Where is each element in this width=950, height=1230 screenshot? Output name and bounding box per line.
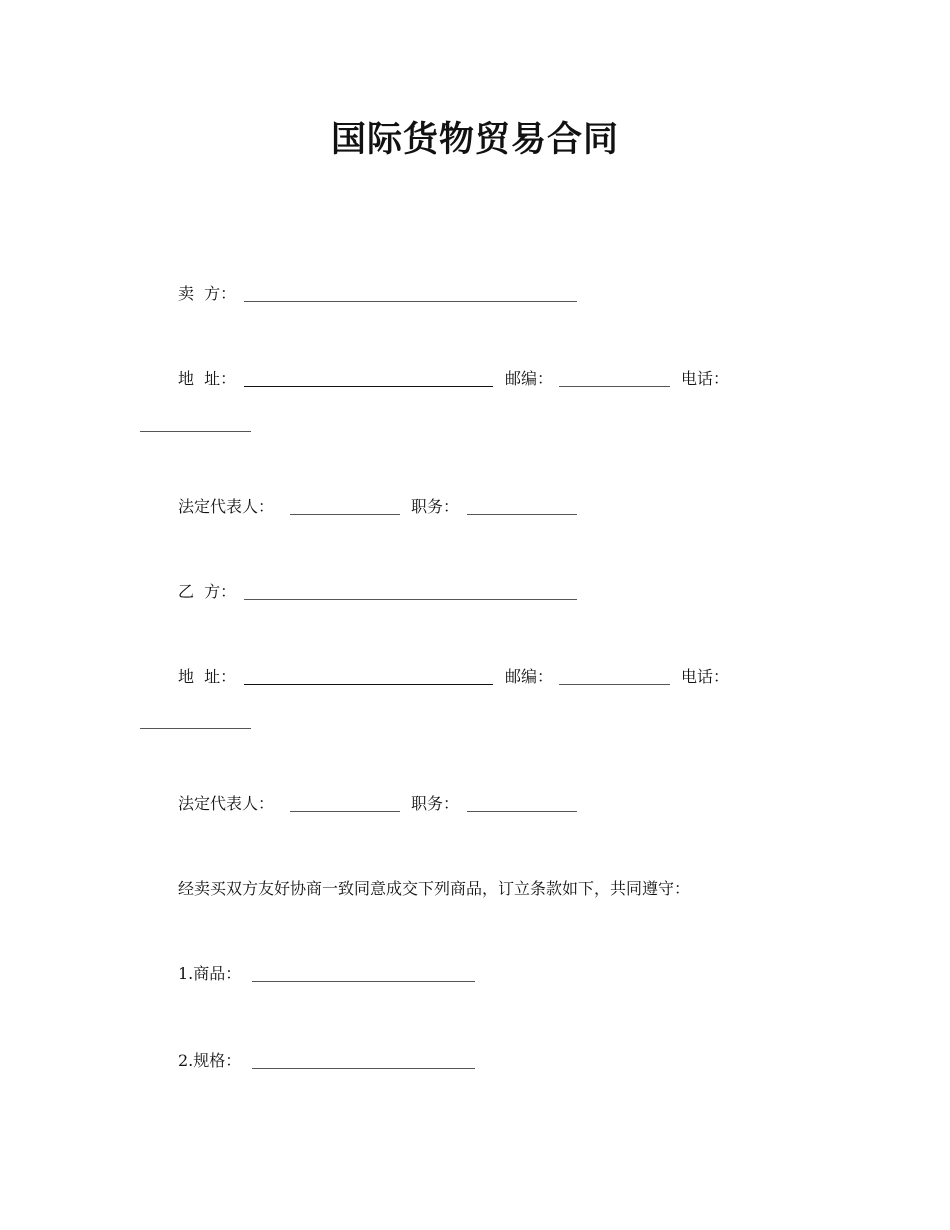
seller-address-label: 地 址： [178,369,237,388]
seller-rep-field[interactable] [290,514,400,515]
goods-field[interactable] [252,981,475,982]
buyer-position-label: 职务： [411,794,460,813]
clause-label-spec: 2.规格： [178,1051,242,1070]
seller-name-field[interactable] [244,301,577,302]
spec-field[interactable] [252,1068,475,1069]
buyer-phone-label: 电话： [681,667,730,686]
buyer-address-label: 地 址： [178,667,237,686]
seller-phone-label: 电话： [681,369,730,388]
seller-label: 卖 方： [178,284,237,303]
seller-postcode-field[interactable] [559,386,670,387]
buyer-postcode-label: 邮编： [505,667,554,686]
buyer-rep-label: 法定代表人： [178,794,275,813]
buyer-postcode-field[interactable] [559,684,670,685]
seller-position-label: 职务： [411,497,460,516]
intro-text: 经卖买双方友好协商一致同意成交下列商品，订立条款如下，共同遵守： [178,879,691,898]
buyer-rep-field[interactable] [290,811,400,812]
buyer-position-field[interactable] [467,811,577,812]
seller-rep-label: 法定代表人： [178,497,275,516]
seller-postcode-label: 邮编： [505,369,554,388]
buyer-label: 乙 方： [178,582,237,601]
seller-position-field[interactable] [467,514,577,515]
buyer-address-field[interactable] [244,684,493,685]
seller-address-field[interactable] [244,386,493,387]
buyer-name-field[interactable] [244,599,577,600]
buyer-phone-field[interactable] [140,728,251,729]
seller-phone-field[interactable] [140,431,251,432]
clause-label-goods: 1.商品： [178,964,242,983]
document-title: 国际货物贸易合同 [330,120,619,160]
